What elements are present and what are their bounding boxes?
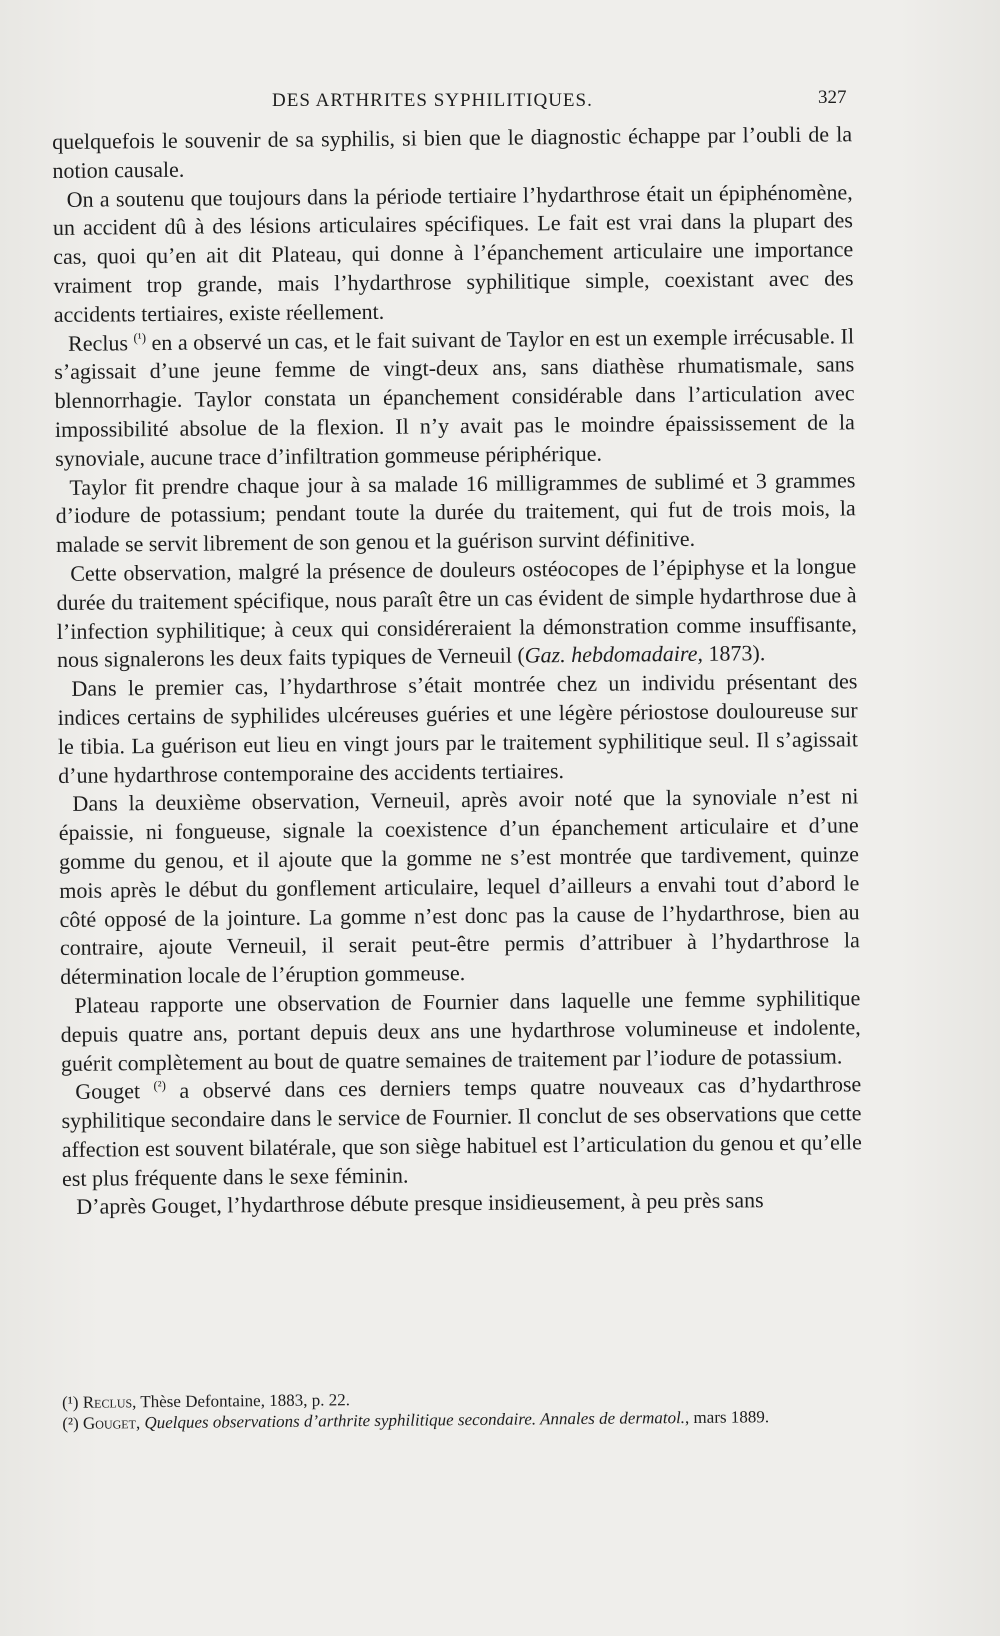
paragraph-hydarthrose-tertiaire: On a soutenu que toujours dans la période tertiaire l’hydarthrose était un épiphénomène, un accident dû à des lésions articulaires spécifiques. Le fait est vrai dans la plupart des cas, quoi qu’en ait dit Plateau, qui donne à l’épanchement articulaire une importance vraiment trop grande, mais l’hydarthrose syphilitique simple, coexistant avec des accidents tertiaires, existe réellement.	[52, 178, 854, 327]
footnote-text: , mars 1889.	[684, 1407, 770, 1428]
footnote-author: Gouget	[82, 1413, 136, 1433]
paragraph-text: Cette observation, malgré la présence de douleurs ostéocopes de l’épiphyse et la longue durée du traitement spécifique, nous paraît être un cas évident de simple hydarthrose due à l’infection syphilitique; à ceux qui considéreraient la démonstration comme insuffisante, nous signalerons les deux faits typiques de Verneuil (	[56, 553, 857, 673]
paragraph-gouget	[61, 1071, 862, 1194]
page-header	[0, 87, 1000, 120]
paragraph-text: en a observé un cas, et le fait suivant de Taylor en est un exemple irrécusable. Il s’agissait d’une jeune femme de vingt-deux ans, sans diathèse rhumatismale, sans blennorrhagie. Taylor constata un épanchement considérable dans l’articulation avec impossibilité absolue de la flexion. Il n’y avait pas le moindre épaississement de la synoviale, aucune trace d’infiltration gommeuse périphérique.	[54, 322, 855, 471]
paragraph-cette-observation	[56, 552, 857, 675]
footnotes	[62, 1384, 872, 1434]
footnote-reference-1[interactable]: (¹)	[133, 329, 147, 345]
paragraph-premier-cas: Dans le premier cas, l’hydarthrose s’était montrée chez un individu présentant des indices certains de syphilides ulcéreuses guéries et une légère périostose douloureuse sur le tibia. La guérison eut lieu en vingt jours par le traitement syphilitique seul. Il s’agissait d’une hydarthrose contemporaine des accidents tertiaires.	[57, 668, 859, 788]
citation-journal: Gaz. hebdomadaire,	[524, 641, 704, 668]
paragraph-deuxieme-observation: Dans la deuxième observation, Verneuil, après avoir noté que la synoviale n’est ni épaissie, ni fongueuse, signale la coexistence d’un épanchement articulaire et d’une gomme du genou, et il ajoute que la gomme ne s’est montrée que tardivement, quinze mois après le début du gonflement articulaire, lequel d’ailleurs a envahi tout d’abord le côté opposé de la jointure. La gomme n’est donc pas la cause de l’hydarthrose, bien au contraire, ajoute Verneuil, il serait peut-être permis d’attribuer à l’hydarthrose la détermination locale de l’éruption gommeuse.	[58, 783, 860, 990]
footnote-title: Quelques observations d’arthrite syphilitique secondaire. Annales de dermatol.	[144, 1408, 686, 1433]
footnote-text: , Thèse Defontaine, 1883, p. 22.	[132, 1390, 351, 1412]
page-number: 327	[818, 87, 847, 108]
footnote-2: (²) Gouget, Quelques observations d’arthrite syphilitique secondaire. Annales de dermatol., mars 1889.	[62, 1407, 770, 1433]
paragraph-text: 1873).	[702, 640, 766, 667]
paragraph-taylor-treatment: Taylor fit prendre chaque jour à sa malade 16 milligrammes de sublimé et 3 grammes d’iodure de potassium; pendant toute la durée du traitement, qui fut de trois mois, la malade se servit librement de son genou et la guérison survint définitive.	[55, 466, 856, 558]
paragraph-plateau-fournier: Plateau rapporte une observation de Fournier dans laquelle une femme syphilitique depuis quatre ans, portant depuis deux ans une hydarthrose volumineuse et indolente, guérit complètement au bout de quatre semaines de traitement par l’iodure de potassium.	[60, 985, 861, 1076]
footnote-author: Reclus	[82, 1392, 133, 1412]
paragraph-reclus-taylor	[54, 322, 855, 474]
paragraph-apres-gouget: D’après Gouget, l’hydarthrose débute presque insidieusement, à peu près sans	[76, 1187, 764, 1220]
running-title: DES ARTHRITES SYPHILITIQUES.	[272, 90, 593, 111]
footnote-mark: (¹)	[62, 1392, 79, 1412]
body-text	[52, 120, 862, 1222]
paragraph-continuation: quelquefois le souvenir de sa syphilis, si bien que le diagnostic échappe par l’oubli de la notion causale.	[52, 121, 853, 183]
footnote-mark: (²)	[62, 1413, 79, 1433]
paragraph-text: Gouget	[75, 1078, 154, 1105]
paragraph-text: a observé dans ces derniers temps quatre nouveaux cas d’hydarthrose syphilitique secondaire dans le service de Fournier. Il conclut de ses observations que cette affection est souvent bilatérale, que son siège habituel est l’articulation du genou et qu’elle est plus fréquente dans le sexe féminin.	[61, 1071, 862, 1191]
paragraph-text: Reclus	[67, 329, 134, 356]
footnote-reference-2[interactable]: (²)	[153, 1077, 167, 1094]
